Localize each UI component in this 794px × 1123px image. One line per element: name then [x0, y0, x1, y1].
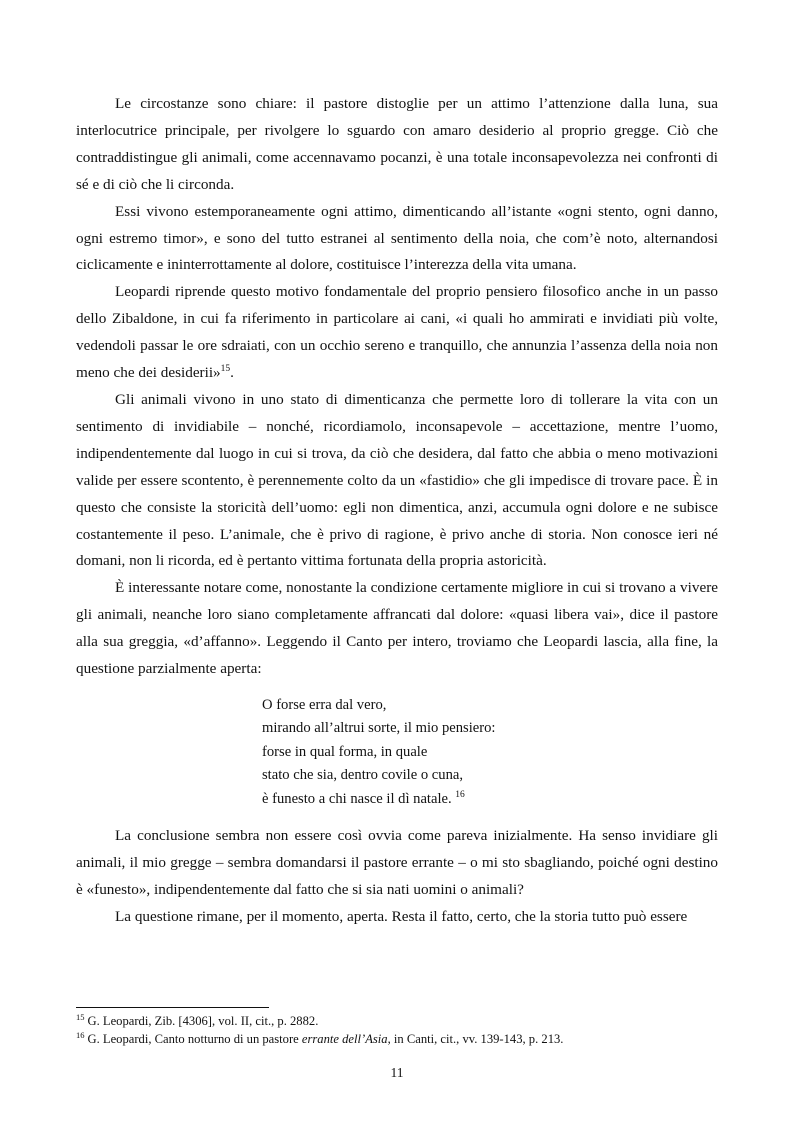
footnote-ref[interactable]: 16	[455, 789, 465, 800]
footnotes	[76, 1013, 718, 1048]
footnote-number: 15	[76, 1012, 85, 1022]
paragraph: Le circostanze sono chiare: il pastore distoglie per un attimo l’attenzione dalla luna, sua interlocutrice principale, per rivolgere lo sguardo con amaro desiderio al proprio gregge. Ciò che contraddistingue gli animali, come accennavamo pocanzi, è una totale inconsapevolezza nei confronti di sé e di ciò che li circonda.	[76, 95, 718, 193]
paragraph: Gli animali vivono in uno stato di dimenticanza che permette loro di tollerare la vita con un sentimento di invidiabile – nonché, ricordiamolo, inconsapevole – accettazione, mentre l’uomo, indipendentemente dal luogo in cui si trova, da ciò che desidera, dal fatto che abbia o meno motivazioni valide per essere scontento, è perennemente colto da un «fastidio» che gli impedisce di trovare pace. È in questo che consiste la storicità dell’uomo: egli non dimentica, anzi, accumula ogni dolore e ne subisce costantemente il peso. L’animale, che è privo di ragione, è privo anche di storia. Non conosce ieri né domani, non li ricorda, ed è pertanto vittima fortunata della propria astoricità.	[76, 390, 718, 570]
verse-line: O forse erra dal vero,	[262, 696, 387, 713]
paragraph: La questione rimane, per il momento, aperta. Resta il fatto, certo, che la storia tutto può essere	[115, 907, 688, 925]
footnote-ref[interactable]: 15	[220, 364, 231, 375]
verse-quote	[262, 694, 718, 811]
verse-line: è funesto a chi nasce il dì natale. $^{16}$	[262, 789, 465, 807]
verse-line: stato che sia, dentro covile o cuna,	[262, 767, 463, 784]
paragraph: Essi vivono estemporaneamente ogni attimo, dimenticando all’istante «ogni stento, ogni danno, ogni estremo timor», e sono del tutto estranei al sentimento della noia, che com’è noto, alternandosi ciclicamente e ininterrottamente al dolore, costituisce l’interezza della vita umana.	[76, 202, 718, 274]
paragraph: Leopardi riprende questo motivo fondamentale del proprio pensiero filosofico anche in un passo dello Zibaldone, in cui fa riferimento in particolare ai cani, «i quali ho ammirati e invidiati più volte, vedendoli passar le ore sdraiati, con un occhio sereno e tranquillo, che annunzia l’assenza della noia non meno che dei desiderii»$^{15}$.	[76, 283, 718, 382]
footnote-separator	[76, 1007, 269, 1008]
body-text	[76, 91, 718, 931]
footnote-number: 16	[76, 1029, 85, 1040]
verse-line: mirando all’altrui sorte, il mio pensiero:	[262, 720, 496, 737]
verse-line: forse in qual forma, in quale	[262, 743, 428, 760]
paragraph: La conclusione sembra non essere così ovvia come pareva inizialmente. Ha senso invidiare gli animali, il mio gregge – sembra domandarsi il pastore errante – o mi sto sbagliando, poiché ogni destino è «funesto», indipendentemente dal fatto che si sia nati uomini o animali?	[76, 826, 718, 898]
footnote: $^{15}$ G. Leopardi, Zib. [4306], vol. II, cit., p. 2882.	[76, 1012, 319, 1028]
paragraph: È interessante notare come, nonostante la condizione certamente migliore in cui si trovano a vivere gli animali, neanche loro siano completamente affrancati dal dolore: «quasi libera vai», dice il pastore alla sua greggia, «d’affanno». Leggendo il Canto per intero, troviamo che Leopardi lascia, alla fine, la questione parzialmente aperta:	[76, 579, 718, 678]
footnote: $^{16}$ G. Leopardi, Canto notturno di un pastore errante dell’Asia, in Canti, cit., vv. 139-143, p. 213.	[76, 1029, 564, 1046]
page-number: 11	[390, 1065, 404, 1080]
